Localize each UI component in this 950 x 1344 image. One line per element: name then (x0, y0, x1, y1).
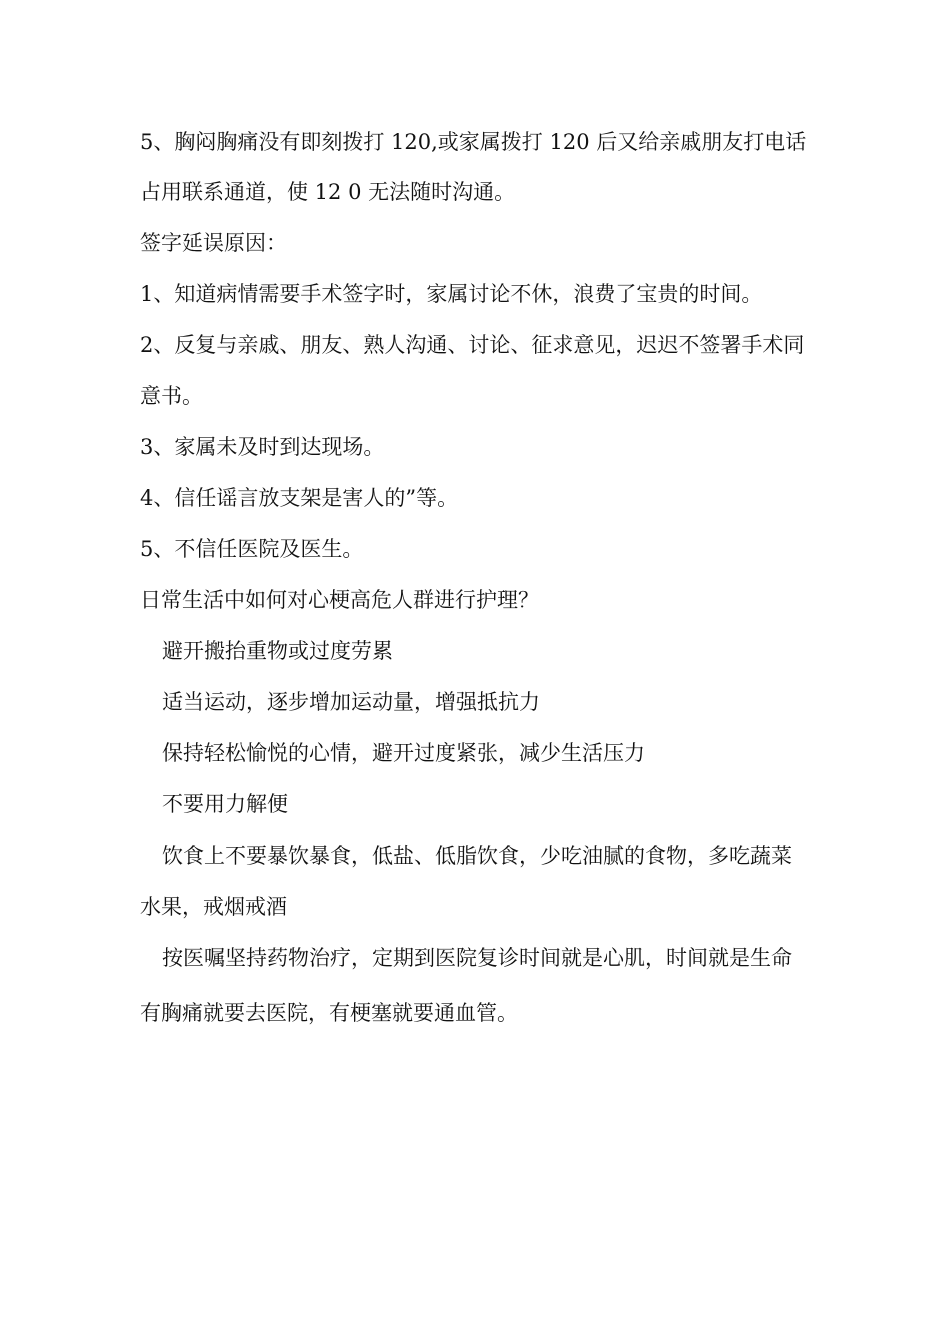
paragraph-line: 占用联系通道，使 12 0 无法随时沟通。 (140, 180, 516, 204)
list-item: 5、不信任医院及医生。 (140, 537, 364, 561)
care-tip: 不要用力解便 (162, 792, 288, 816)
care-tip-continuation: 水果，戒烟戒酒 (140, 895, 287, 919)
care-tip: 按医嘱坚持药物治疗，定期到医院复诊时间就是心肌，时间就是生命 (162, 946, 792, 970)
list-item: 4、信任谣言放支架是害人的”等。 (140, 486, 459, 510)
list-item: 1、知道病情需要手术签字时，家属讨论不休，浪费了宝贵的时间。 (140, 282, 763, 306)
care-tip: 保持轻松愉悦的心情，避开过度紧张，减少生活压力 (162, 741, 645, 765)
section-heading: 签字延误原因： (140, 231, 287, 255)
care-tip: 饮食上不要暴饮暴食，低盐、低脂饮食，少吃油腻的食物，多吃蔬菜 (162, 844, 792, 868)
section-heading: 日常生活中如何对心梗高危人群进行护理？ (140, 588, 539, 612)
care-tip: 适当运动，逐步增加运动量，增强抵抗力 (162, 690, 540, 714)
paragraph-line: 5、胸闷胸痛没有即刻拨打 120,或家属拨打 120 后又给亲戚朋友打电话 (140, 130, 807, 154)
paragraph-line: 有胸痛就要去医院，有梗塞就要通血管。 (140, 1001, 518, 1025)
care-tip: 避开搬抬重物或过度劳累 (162, 639, 393, 663)
list-item: 3、家属未及时到达现场。 (140, 435, 385, 459)
list-item-continuation: 意书。 (140, 384, 203, 408)
list-item: 2、反复与亲戚、朋友、熟人沟通、讨论、征求意见，迟迟不签署手术同 (140, 333, 805, 357)
